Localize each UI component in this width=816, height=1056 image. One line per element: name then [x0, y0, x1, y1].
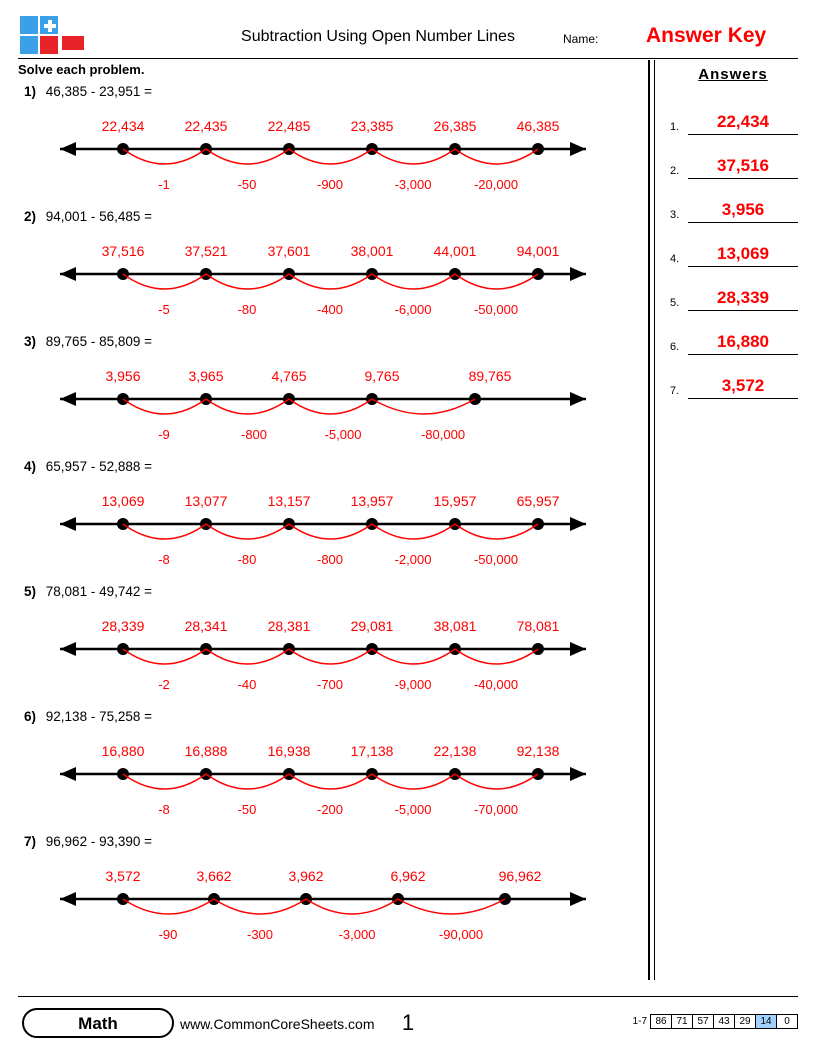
nl-jump: -9,000	[394, 677, 432, 692]
problem-number: 7)	[24, 834, 37, 849]
answer-row	[668, 357, 798, 401]
nl-jump: -900	[316, 177, 344, 192]
nl-jump: -5,000	[324, 427, 362, 442]
number-line	[18, 226, 628, 318]
problem-item	[18, 334, 628, 459]
answer-value[interactable]: 22,434	[688, 112, 798, 135]
problem-expression: 94,001 - 56,485 =	[45, 209, 152, 224]
nl-jump: -5,000	[394, 802, 432, 817]
nl-label: 22,435	[184, 118, 228, 134]
nl-label: 3,965	[188, 368, 224, 384]
nl-jump: -50	[237, 802, 257, 817]
scale-box-highlighted: 14	[755, 1014, 777, 1029]
website-link[interactable]: www.CommonCoreSheets.com	[180, 1016, 375, 1032]
problem-item	[18, 459, 628, 584]
number-line	[18, 726, 628, 818]
nl-label: 44,001	[433, 243, 477, 259]
problem-expression: 65,957 - 52,888 =	[45, 459, 152, 474]
nl-label: 15,957	[433, 493, 477, 509]
nl-label: 96,962	[498, 868, 542, 884]
nl-label: 9,765	[364, 368, 400, 384]
problem-heading	[24, 834, 628, 849]
nl-label: 37,601	[267, 243, 311, 259]
nl-label: 22,138	[433, 743, 477, 759]
page-header	[18, 14, 798, 58]
column-divider-thick	[648, 60, 650, 980]
nl-label: 46,385	[516, 118, 560, 134]
nl-label: 3,572	[105, 868, 141, 884]
nl-label: 16,888	[184, 743, 228, 759]
nl-label: 17,138	[350, 743, 394, 759]
site-logo	[18, 14, 88, 56]
nl-label: 37,521	[184, 243, 228, 259]
nl-label: 6,962	[390, 868, 426, 884]
nl-jump: -90,000	[438, 927, 484, 942]
nl-label: 23,385	[350, 118, 394, 134]
answer-row	[668, 93, 798, 137]
nl-jump: -200	[316, 802, 344, 817]
answer-value[interactable]: 3,572	[688, 376, 798, 399]
nl-label: 4,765	[271, 368, 307, 384]
nl-label: 92,138	[516, 743, 560, 759]
problem-number: 4)	[24, 459, 37, 474]
nl-jump: -6,000	[394, 302, 432, 317]
number-line	[18, 851, 628, 943]
nl-jump: -80,000	[420, 427, 466, 442]
scale-box: 43	[713, 1014, 735, 1029]
page-number: 1	[401, 1010, 415, 1035]
number-line	[18, 351, 628, 443]
nl-label: 16,938	[267, 743, 311, 759]
nl-jump: -3,000	[394, 177, 432, 192]
problem-number: 1)	[24, 84, 37, 99]
nl-jump: -9	[158, 427, 170, 442]
problem-number: 5)	[24, 584, 37, 599]
nl-label: 28,339	[101, 618, 145, 634]
nl-jump: -80	[237, 552, 257, 567]
number-line	[18, 601, 628, 693]
nl-label: 16,880	[101, 743, 145, 759]
number-line	[18, 101, 628, 193]
scale-box: 0	[776, 1014, 798, 1029]
answer-index: 1.	[670, 121, 680, 133]
header-divider	[18, 58, 798, 59]
answers-heading: Answers	[698, 66, 768, 83]
nl-jump: -50	[237, 177, 257, 192]
page-title: Subtraction Using Open Number Lines	[241, 28, 515, 45]
problem-heading	[24, 84, 628, 99]
problem-item	[18, 209, 628, 334]
answer-index: 3.	[670, 209, 680, 221]
nl-label: 94,001	[516, 243, 560, 259]
nl-label: 3,956	[105, 368, 141, 384]
scale-box: 71	[671, 1014, 693, 1029]
answer-row	[668, 269, 798, 313]
nl-label: 28,381	[267, 618, 311, 634]
answer-value[interactable]: 16,880	[688, 332, 798, 355]
problem-item	[18, 84, 628, 209]
nl-jump: -50,000	[473, 302, 519, 317]
answer-index: 7.	[670, 385, 680, 397]
nl-jump: -800	[240, 427, 268, 442]
problem-expression: 89,765 - 85,809 =	[45, 334, 152, 349]
problem-expression: 78,081 - 49,742 =	[45, 584, 152, 599]
nl-label: 26,385	[433, 118, 477, 134]
footer-divider	[18, 996, 798, 997]
nl-label: 89,765	[468, 368, 512, 384]
problem-heading	[24, 334, 628, 349]
nl-label: 3,962	[288, 868, 324, 884]
answer-row	[668, 137, 798, 181]
nl-label: 38,081	[433, 618, 477, 634]
nl-jump: -80	[237, 302, 257, 317]
scale-box: 29	[734, 1014, 756, 1029]
nl-jump: -1	[158, 177, 170, 192]
problem-expression: 46,385 - 23,951 =	[45, 84, 152, 99]
nl-jump: -2,000	[394, 552, 432, 567]
answer-value[interactable]: 13,069	[688, 244, 798, 267]
answer-value[interactable]: 3,956	[688, 200, 798, 223]
page-footer	[18, 996, 798, 1042]
scale-box: 57	[692, 1014, 714, 1029]
problem-item	[18, 834, 628, 959]
answer-row	[668, 225, 798, 269]
nl-label: 28,341	[184, 618, 228, 634]
nl-jump: -400	[316, 302, 344, 317]
nl-label: 22,434	[101, 118, 145, 134]
answer-row	[668, 181, 798, 225]
nl-jump: -40	[237, 677, 257, 692]
problem-heading	[24, 584, 628, 599]
nl-label: 3,662	[196, 868, 232, 884]
nl-label: 13,077	[184, 493, 228, 509]
nl-jump: -2	[158, 677, 170, 692]
nl-label: 22,485	[267, 118, 311, 134]
answer-index: 4.	[670, 253, 680, 265]
answer-key-badge: Answer Key	[646, 24, 767, 47]
nl-label: 29,081	[350, 618, 394, 634]
answer-index: 2.	[670, 165, 680, 177]
answer-index: 6.	[670, 341, 680, 353]
nl-jump: -5	[158, 302, 170, 317]
problem-heading	[24, 209, 628, 224]
problem-expression: 92,138 - 75,258 =	[45, 709, 152, 724]
problem-number: 6)	[24, 709, 37, 724]
answer-row	[668, 313, 798, 357]
nl-jump: -40,000	[473, 677, 519, 692]
nl-label: 13,157	[267, 493, 311, 509]
scale-range: 1-7	[632, 1016, 647, 1027]
column-divider-thin	[654, 60, 655, 980]
nl-jump: -8	[158, 802, 170, 817]
grading-scale	[633, 1014, 798, 1029]
nl-jump: -90	[158, 927, 178, 942]
nl-label: 13,957	[350, 493, 394, 509]
scale-box: 86	[650, 1014, 672, 1029]
answer-index: 5.	[670, 297, 680, 309]
nl-jump: -300	[246, 927, 274, 942]
nl-jump: -3,000	[338, 927, 376, 942]
problem-list	[18, 84, 628, 959]
nl-jump: -700	[316, 677, 344, 692]
problem-number: 2)	[24, 209, 37, 224]
problem-item	[18, 709, 628, 834]
answer-value[interactable]: 28,339	[688, 288, 798, 311]
problem-heading	[24, 459, 628, 474]
nl-label: 38,001	[350, 243, 394, 259]
number-line	[18, 476, 628, 568]
nl-jump: -8	[158, 552, 170, 567]
instructions: Solve each problem.	[18, 62, 145, 77]
problem-heading	[24, 709, 628, 724]
problem-expression: 96,962 - 93,390 =	[45, 834, 152, 849]
nl-label: 78,081	[516, 618, 560, 634]
nl-label: 65,957	[516, 493, 560, 509]
answer-value[interactable]: 37,516	[688, 156, 798, 179]
subject-badge: Math	[22, 1008, 174, 1038]
problem-number: 3)	[24, 334, 37, 349]
answers-panel	[668, 66, 798, 401]
nl-jump: -20,000	[473, 177, 519, 192]
nl-label: 37,516	[101, 243, 145, 259]
name-label: Name:	[563, 32, 599, 46]
nl-jump: -800	[316, 552, 344, 567]
nl-label: 13,069	[101, 493, 145, 509]
nl-jump: -50,000	[473, 552, 519, 567]
nl-jump: -70,000	[473, 802, 519, 817]
problem-item	[18, 584, 628, 709]
